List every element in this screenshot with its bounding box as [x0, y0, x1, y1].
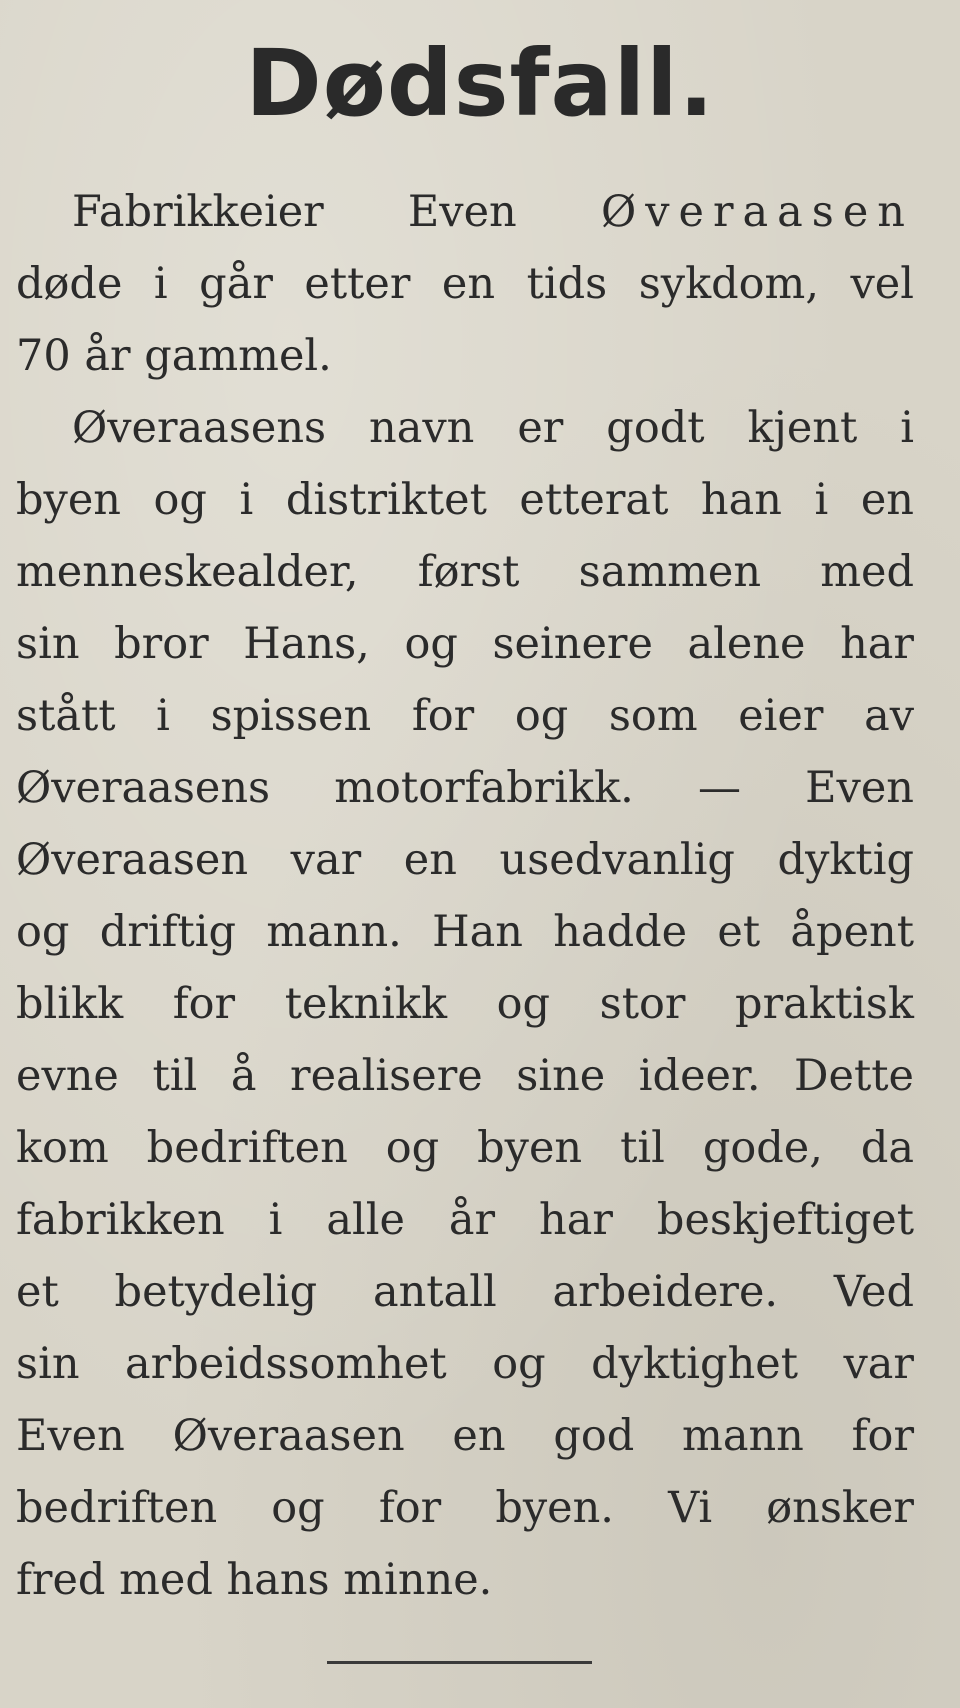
- paragraph-2-line-16: bedriften og for byen. Vi ønsker: [16, 1483, 914, 1533]
- paragraph-1-line-2: døde i går etter en tids sykdom, vel: [16, 259, 914, 309]
- paragraph-2-line-1: Øveraasens navn er godt kjent i: [72, 403, 914, 453]
- paragraph-2-line-13: et betydelig antall arbeidere. Ved: [16, 1267, 914, 1317]
- line-text: Fabrikkeier Even: [72, 187, 517, 237]
- closing-rule: [327, 1661, 592, 1664]
- paragraph-2-line-11: kom bedriften og byen til gode, da: [16, 1123, 914, 1173]
- paragraph-2-line-3: menneskealder, først sammen med: [16, 547, 914, 597]
- paragraph-2-line-6: Øveraasens motorfabrikk. — Even: [16, 763, 914, 813]
- paragraph-2-line-8: og driftig mann. Han hadde et åpent: [16, 907, 914, 957]
- spaced-name: Øveraasen: [600, 187, 914, 237]
- obituary-title: Dødsfall.: [245, 30, 715, 137]
- paragraph-2-line-10: evne til å realisere sine ideer. Dette: [16, 1051, 914, 1101]
- paragraph-2-line-7: Øveraasen var en usedvanlig dyktig: [16, 835, 914, 885]
- paragraph-2-line-12: fabrikken i alle år har beskjeftiget: [16, 1195, 914, 1245]
- paragraph-2-line-4: sin bror Hans, og seinere alene har: [16, 619, 914, 669]
- paragraph-2-line-14: sin arbeidssomhet og dyktighet var: [16, 1339, 914, 1389]
- paragraph-2-line-17: fred med hans minne.: [16, 1555, 493, 1605]
- paragraph-2-line-5: stått i spissen for og som eier av: [16, 691, 914, 741]
- paragraph-2-line-15: Even Øveraasen en god mann for: [16, 1411, 914, 1461]
- paragraph-1-line-1: [72, 176, 914, 248]
- paragraph-2-line-9: blikk for teknikk og stor praktisk: [16, 979, 914, 1029]
- paragraph-1-line-3: 70 år gammel.: [16, 331, 332, 381]
- paragraph-2-line-2: byen og i distriktet etterat han i en: [16, 475, 914, 525]
